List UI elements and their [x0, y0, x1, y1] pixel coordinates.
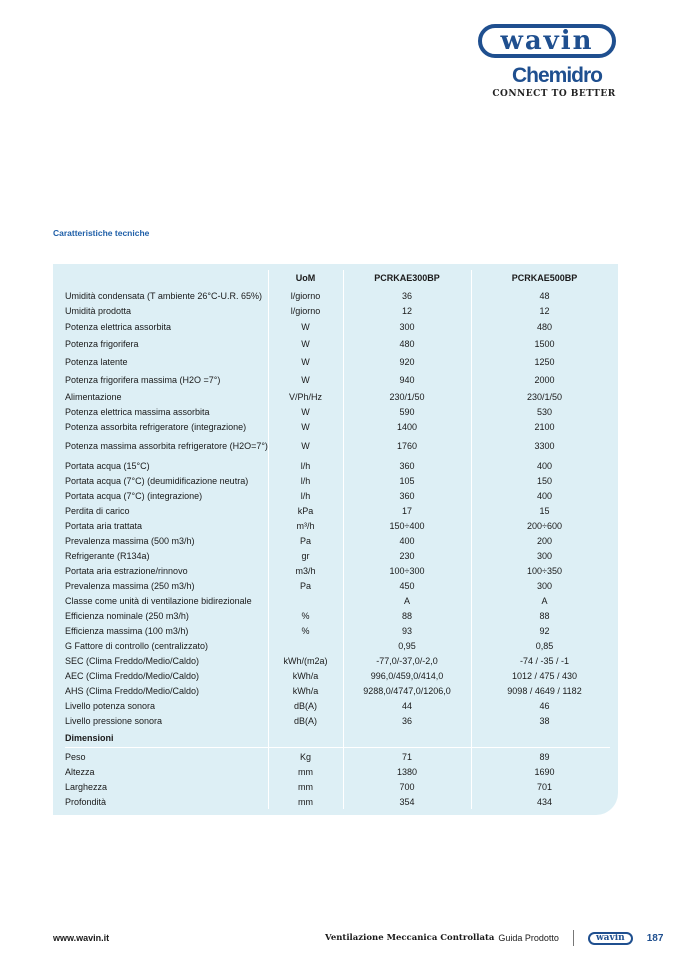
row-label: [65, 270, 270, 286]
pcrkae500bp-cell: PCRKAE500BP: [511, 273, 578, 283]
table-row: [53, 578, 618, 593]
row-label: Portata aria estrazione/rinnovo: [65, 565, 188, 576]
table-row: [53, 335, 618, 353]
uom-cell: UoM: [295, 273, 316, 283]
pcrkae500bp-cell: 2000: [534, 375, 555, 385]
pcrkae500bp-cell: 100÷350: [527, 565, 562, 576]
pcrkae300bp-cell: 700: [399, 781, 415, 792]
uom-cell: W: [301, 339, 310, 349]
table-row: [53, 548, 618, 563]
row-label: Potenza elettrica assorbita: [65, 321, 172, 332]
pcrkae300bp-cell: 36: [401, 715, 412, 726]
row-label: Efficienza nominale (250 m3/h): [65, 610, 189, 621]
pcrkae300bp-cell: 450: [399, 580, 415, 591]
pcrkae500bp-cell: 92: [539, 625, 550, 636]
uom-cell: Pa: [299, 580, 311, 591]
pcrkae300bp-cell: 12: [401, 305, 412, 316]
page-number: 187: [646, 932, 664, 944]
uom-cell: V/Ph/Hz: [288, 391, 322, 402]
pcrkae500bp-cell: 1012 / 475 / 430: [511, 670, 578, 681]
uom-cell: W: [301, 357, 310, 367]
pcrkae300bp-cell: 93: [401, 625, 412, 636]
table-row: [53, 371, 618, 389]
uom-cell: [268, 593, 343, 608]
uom-cell: W: [301, 321, 310, 332]
row-label: Potenza latente: [65, 357, 128, 367]
pcrkae500bp-cell: 1690: [534, 766, 555, 777]
row-label: Altezza: [65, 766, 95, 777]
pcrkae500bp-cell: 46: [539, 700, 550, 711]
pcrkae300bp-cell: 920: [399, 357, 415, 367]
uom-cell: Kg: [299, 751, 311, 762]
table-row: [53, 749, 618, 764]
table-row: [53, 303, 618, 318]
uom-cell: W: [301, 421, 310, 432]
pcrkae500bp-cell: 400: [536, 460, 553, 471]
row-label: Livello potenza sonora: [65, 700, 156, 711]
table-row: [53, 533, 618, 548]
table-row: [53, 503, 618, 518]
pcrkae300bp-cell: 360: [399, 490, 415, 501]
table-row: [53, 653, 618, 668]
pcrkae500bp-cell: 230/1/50: [526, 391, 563, 402]
row-label: Umidità prodotta: [65, 305, 132, 316]
row-label: Potenza assorbita refrigeratore (integrazione): [65, 421, 247, 432]
pcrkae300bp-cell: 230/1/50: [389, 391, 425, 402]
pcrkae500bp-cell: 12: [539, 305, 550, 316]
table-row: [53, 668, 618, 683]
footer-subtitle: Guida Prodotto: [498, 933, 559, 943]
pcrkae300bp-cell: 360: [399, 460, 415, 471]
uom-cell: gr: [301, 550, 310, 561]
row-label: AHS (Clima Freddo/Medio/Caldo): [65, 685, 200, 696]
row-label: Portata acqua (15°C): [65, 460, 150, 471]
uom-cell: %: [301, 610, 310, 621]
uom-cell: %: [301, 625, 310, 636]
dimensions-heading-row: [53, 729, 618, 746]
pcrkae500bp-cell: 1250: [534, 357, 555, 367]
pcrkae500bp-cell: 300: [536, 580, 553, 591]
row-label: Potenza frigorifera massima (H2O =7°): [65, 375, 221, 385]
row-label: Efficienza massima (100 m3/h): [65, 625, 189, 636]
row-label: Prevalenza massima (500 m3/h): [65, 535, 195, 546]
row-label: Portata acqua (7°C) (integrazione): [65, 490, 203, 501]
pcrkae300bp-cell: 36: [401, 290, 412, 301]
row-label: Perdita di carico: [65, 505, 130, 516]
table-row: [53, 404, 618, 419]
chemidro-logo: Chemidro: [511, 64, 602, 87]
table-row: [53, 623, 618, 638]
pcrkae300bp-cell: 17: [401, 505, 412, 516]
pcrkae300bp-cell: 9288,0/4747,0/1206,0: [363, 685, 451, 696]
table-row: [53, 638, 618, 653]
pcrkae500bp-cell: 0,85: [535, 640, 554, 651]
table-header-row: [53, 270, 618, 286]
pcrkae500bp-cell: 89: [539, 751, 550, 762]
pcrkae500bp-cell: 15: [539, 505, 550, 516]
table-row: [53, 389, 618, 404]
row-label: Alimentazione: [65, 391, 122, 402]
pcrkae500bp-cell: 200÷600: [527, 520, 562, 531]
pcrkae300bp-cell: 88: [401, 610, 412, 621]
pcrkae300bp-cell: 100÷300: [389, 565, 425, 576]
pcrkae500bp-cell: 300: [536, 550, 553, 561]
footer-url[interactable]: www.wavin.it: [53, 933, 110, 943]
pcrkae500bp-cell: 150: [536, 475, 553, 486]
pcrkae300bp-cell: 940: [399, 375, 415, 385]
table-row: [53, 764, 618, 779]
pcrkae300bp-cell: 300: [399, 321, 415, 332]
pcrkae300bp-cell: 400: [399, 535, 415, 546]
row-label: G Fattore di controllo (centralizzato): [65, 640, 209, 651]
pcrkae500bp-cell: 701: [536, 781, 553, 792]
pcrkae500bp-cell: 2100: [534, 421, 555, 432]
row-label: Portata aria trattata: [65, 520, 143, 531]
row-label: Peso: [65, 751, 86, 762]
row-label: Prevalenza massima (250 m3/h): [65, 580, 195, 591]
table-row: [53, 458, 618, 473]
uom-cell: mm: [298, 781, 313, 792]
table-row: [53, 698, 618, 713]
table-row: [53, 434, 618, 458]
uom-cell: W: [301, 441, 310, 451]
pcrkae300bp-cell: PCRKAE300BP: [374, 273, 440, 283]
section-separator: [65, 747, 610, 748]
tagline: CONNECT TO BETTER: [492, 89, 616, 99]
uom-cell: l/giorno: [290, 290, 321, 301]
uom-cell: W: [301, 406, 310, 417]
pcrkae500bp-cell: 530: [536, 406, 553, 417]
table-row: [53, 288, 618, 303]
dimensions-heading: Dimensioni: [65, 732, 114, 743]
pcrkae500bp-cell: 38: [539, 715, 550, 726]
row-label: SEC (Clima Freddo/Medio/Caldo): [65, 655, 200, 666]
uom-cell: W: [301, 375, 310, 385]
pcrkae500bp-cell: 480: [536, 321, 553, 332]
uom-cell: l/giorno: [290, 305, 321, 316]
uom-cell: mm: [298, 766, 313, 777]
uom-cell: [268, 638, 343, 653]
row-label: Livello pressione sonora: [65, 715, 163, 726]
pcrkae300bp-cell: 71: [401, 751, 412, 762]
pcrkae300bp-cell: 480: [399, 339, 415, 349]
pcrkae500bp-cell: A: [541, 595, 548, 606]
footer-title: Ventilazione Meccanica Controllata: [325, 933, 495, 943]
row-label: Profondità: [65, 796, 107, 807]
footer-wavin-logo: wavin: [588, 932, 633, 945]
uom-cell: m3/h: [295, 565, 316, 576]
row-label: Umidità condensata (T ambiente 26°C-U.R. 65%): [65, 290, 263, 301]
uom-cell: l/h: [300, 460, 311, 471]
row-label: Larghezza: [65, 781, 108, 792]
uom-cell: kWh/a: [292, 670, 319, 681]
pcrkae500bp-cell: 88: [539, 610, 550, 621]
pcrkae300bp-cell: 354: [399, 796, 415, 807]
row-label: Portata acqua (7°C) (deumidificazione neutra): [65, 475, 249, 486]
uom-cell: kWh/a: [292, 685, 319, 696]
pcrkae300bp-cell: 1380: [396, 766, 418, 777]
uom-cell: l/h: [300, 490, 311, 501]
specs-table: [53, 264, 618, 815]
table-row: [53, 318, 618, 335]
pcrkae500bp-cell: 3300: [534, 441, 555, 451]
pcrkae300bp-cell: A: [403, 595, 410, 606]
uom-cell: mm: [298, 796, 313, 807]
row-label: Potenza frigorifera: [65, 339, 139, 349]
uom-cell: l/h: [300, 475, 311, 486]
table-row: [53, 683, 618, 698]
table-row: [53, 608, 618, 623]
pcrkae300bp-cell: 230: [399, 550, 415, 561]
table-row: [53, 593, 618, 608]
row-label: AEC (Clima Freddo/Medio/Caldo): [65, 670, 200, 681]
row-label: Potenza massima assorbita refrigeratore (H2O=7°): [65, 441, 268, 451]
row-label: Classe come unità di ventilazione bidirezionale: [65, 595, 252, 606]
uom-cell: m³/h: [296, 520, 315, 531]
table-row: [53, 488, 618, 503]
uom-cell: dB(A): [293, 715, 317, 726]
table-row: [53, 794, 618, 809]
pcrkae300bp-cell: 105: [399, 475, 415, 486]
wavin-chemidro-logo: [476, 24, 618, 100]
table-row: [53, 713, 618, 728]
pcrkae300bp-cell: 44: [401, 700, 412, 711]
section-title: Caratteristiche tecniche: [53, 228, 150, 238]
pcrkae500bp-cell: 434: [536, 796, 553, 807]
pcrkae300bp-cell: -77,0/-37,0/-2,0: [376, 655, 438, 666]
table-row: [53, 473, 618, 488]
pcrkae300bp-cell: 1760: [396, 441, 418, 451]
pcrkae300bp-cell: 590: [399, 406, 415, 417]
pcrkae500bp-cell: -74 / -35 / -1: [519, 655, 570, 666]
table-row: [53, 353, 618, 371]
pcrkae300bp-cell: 0,95: [398, 640, 416, 651]
table-row: [53, 779, 618, 794]
table-row: [53, 518, 618, 533]
pcrkae500bp-cell: 48: [539, 290, 550, 301]
wavin-logo: wavin: [478, 24, 616, 58]
uom-cell: Pa: [299, 535, 311, 546]
pcrkae500bp-cell: 1500: [534, 339, 555, 349]
pcrkae500bp-cell: 9098 / 4649 / 1182: [507, 685, 582, 696]
pcrkae300bp-cell: 1400: [396, 421, 418, 432]
uom-cell: kWh/(m2a): [283, 655, 328, 666]
table-row: [53, 419, 618, 434]
table-row: [53, 563, 618, 578]
footer-info: [325, 930, 663, 946]
row-label: Refrigerante (R134a): [65, 550, 150, 561]
row-label: Potenza elettrica massima assorbita: [65, 406, 210, 417]
footer-divider: [573, 930, 574, 946]
uom-cell: kPa: [297, 505, 314, 516]
pcrkae300bp-cell: 996,0/459,0/414,0: [370, 670, 444, 681]
pcrkae300bp-cell: 150÷400: [389, 520, 425, 531]
pcrkae500bp-cell: 400: [536, 490, 553, 501]
uom-cell: dB(A): [293, 700, 317, 711]
pcrkae500bp-cell: 200: [536, 535, 553, 546]
